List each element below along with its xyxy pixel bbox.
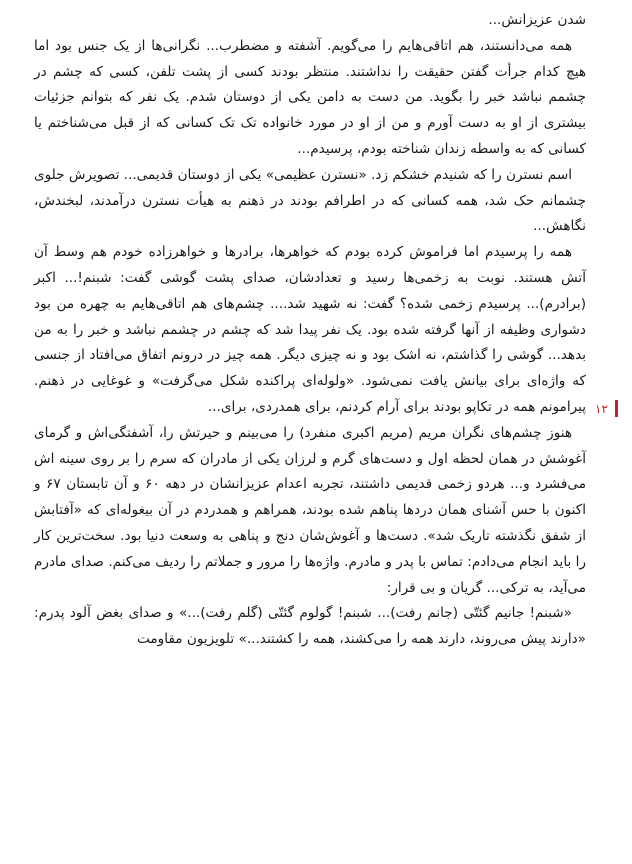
paragraph-2: همه می‌دانستند، هم اتاقی‌هایم را می‌گویم. آشفته و مضطرب... نگرانی‌ها از یک جنس بود اما هیچ کدام جرأت گفتن حقیقت را نداشتند. منتظر بودند کسی از پشت تلفن، کسی که چشم در چشمم نباشد خبر را بگوید. من دست به دامن یکی از دوستان شدم. یک نفر که بتوانم جزئیات بیشتری از او به دست آورم و من از او در مورد خانواده تک تک کسانی که از قبل می‌شناختم یا کسانی که به واسطه زندان شناخته بودم، پرسیدم...	[34, 37, 586, 157]
paragraph-6: «شبنم! جانیم گئتّی (جانم رفت)... شبنم! گولوم گئتّی (گلم رفت)...» و صدای بغض آلود پدرم: «دارند پیش می‌روند، دارند همه را می‌کشند، همه را کشتند...» تلویزیون مقاومت	[34, 605, 586, 648]
paragraph-4: همه را پرسیدم اما فراموش کرده بودم که خواهرها، برادرها و خواهرزاده خودم هم وسط آن آتش هستند. نوبت به زخمی‌ها رسید و تعدادشان، صدای پشت گوشی گفت: شبنم!... اکبر (برادرم)... پرسیدم زخمی شده؟ گفت: نه شهید شد.... چشم‌های هم اتاقی‌هایم به چهره من بود دشواری وظیفه از آنها گرفته شده بود. یک نفر پیدا شد که چشم در چشمم نباشد و خبر را به من بدهد... گوشی را گذاشتم، نه اشک بود و نه چیزی دیگر. همه چیز در درونم اتفاق می‌افتاد از جنسی که واژه‌ای برای بیانش یافت نمی‌شود. «ولوله‌ای پراکنده شکل می‌گرفت» و غوغایی در ذهنم. پیرامونم همه در تکاپو بودند برای آرام کردنم، برای همدردی، برای...	[34, 244, 586, 415]
page-number-marker	[595, 400, 618, 417]
page-mark-bar	[615, 400, 618, 417]
page-number: ۱۲	[595, 401, 608, 416]
paragraph-3: اسم نسترن را که شنیدم خشکم زد. «نسترن عظیمی» یکی از دوستان قدیمی... تصویرش جلوی چشمانم حک شد، همه کسانی که در اطرافم بودند در ذهنم به هیأت نسترن درآمدند، لبخندش، نگاهش...	[34, 166, 586, 235]
body-text	[34, 8, 586, 653]
paragraph-5: هنوز چشم‌های نگران مریم (مریم اکبری منفرد) را می‌بینم و حیرتش را، آشفتگی‌اش و گرمای آغوشش در همان لحظه اول و دست‌های گرم و لرزان یکی از مادران که سرم را بر روی سینه اش می‌فشرد و... هردو زخمی قدیمی داشتند، تجربه اعدام عزیزانشان در دهه ۶۰ و آن تابستان ۶۷ و اکنون با حس آشنای همان دردها پناهم شده بودند، همراهم و همدردم در آن بیغوله‌ای که «آفتابش از شفق نگذشته تاریک شد». دست‌ها و آغوش‌شان دنج و پناهی به وسعت دنیا بود. سخت‌ترین کار را باید انجام می‌دادم: تماس با پدر و مادرم. واژه‌ها را مرور و جملاتم را ردیف می‌کنم. صدای مادرم می‌آید، به ترکی... گریان و بی قرار:	[34, 424, 587, 596]
paragraph-1: شدن عزیزانش...	[488, 12, 586, 28]
